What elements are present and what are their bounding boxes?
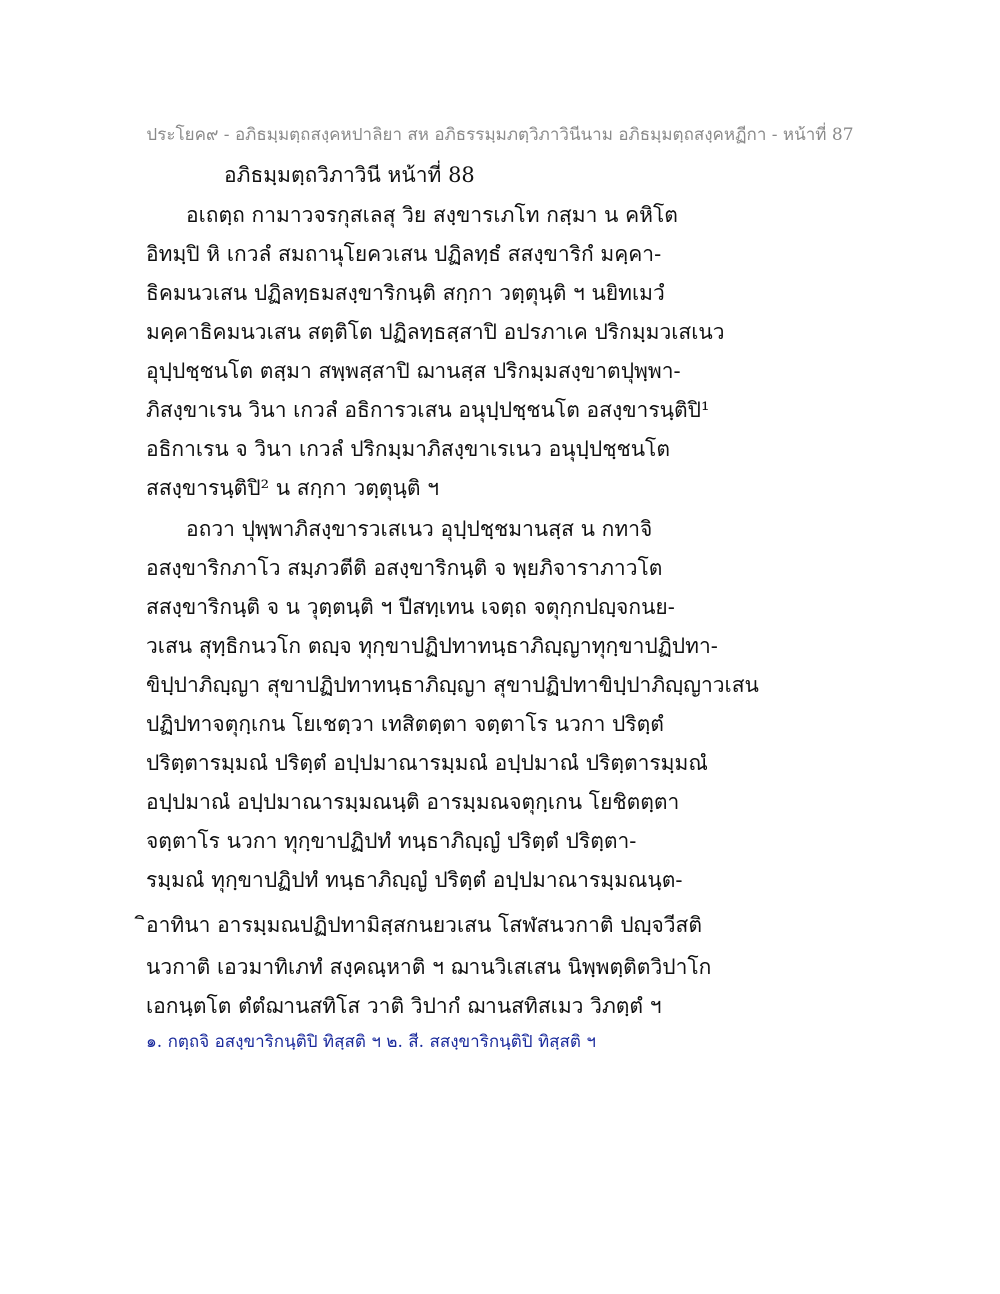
paragraph-1-line-2: อิทมฺปิ หิ เกวลํ สมถานุโยควเสน ปฏิลทฺธํ สสงฺขาริกํ มคฺคา-: [146, 242, 662, 266]
paragraph-1-line-4: มคฺคาธิคมนวเสน สตฺติโต ปฏิลทฺธสฺสาปิ อปรภาเค ปริกมฺมวเสเนว: [146, 320, 725, 344]
paragraph-2-line-9: จตฺตาโร นวกา ทุกฺขาปฏิปทํ ทนฺธาภิญฺญํ ปริตฺตํ ปริตฺตา-: [146, 829, 637, 853]
page-heading: อภิธมฺมตฺถวิภาวินี หน้าที่ 88: [224, 163, 475, 187]
paragraph-2-line-11: ิอาทินา อารมฺมณปฏิปทามิสฺสกนยวเสน โสฬสนวกาติ ปญฺจวีสติ: [146, 913, 702, 937]
paragraph-2-line-1: อถวา ปุพฺพาภิสงฺขารวเสเนว อุปฺปชฺชมานสฺส น กทาจิ: [186, 517, 653, 541]
paragraph-2-line-7: ปริตฺตารมฺมณํ ปริตฺตํ อปฺปมาณารมฺมณํ อปฺปมาณํ ปริตฺตารมฺมณํ: [146, 751, 708, 775]
paragraph-1-line-6: ภิสงฺขาเรน วินา เกวลํ อธิการวเสน อนุปฺปชฺชนโต อสงฺขารนฺติปิ¹: [146, 398, 710, 422]
paragraph-2-line-6: ปฏิปทาจตุกฺเกน โยเชตฺวา เทสิตตฺตา จตฺตาโร นวกา ปริตฺตํ: [146, 712, 664, 736]
paragraph-1-line-7: อธิกาเรน จ วินา เกวลํ ปริกมฺมาภิสงฺขาเรเนว อนุปฺปชฺชนโต: [146, 437, 670, 461]
paragraph-2-line-3: สสงฺขาริกนฺติ จ น วุตฺตนฺติ ฯ ปีสทฺเทน เจตฺถ จตุกฺกปญฺจกนย-: [146, 595, 675, 619]
paragraph-2-line-2: อสงฺขาริกภาโว สมฺภวตีติ อสงฺขาริกนฺติ จ พฺยภิจาราภาวโต: [146, 556, 663, 580]
footnote: ๑. กตฺถจิ อสงฺขาริกนฺติปิ ทิสฺสติ ฯ ๒. สี. สสงฺขาริกนฺติปิ ทิสฺสติ ฯ: [146, 1032, 596, 1052]
paragraph-1-line-8: สสงฺขารนฺติปิ² น สกฺกา วตฺตุนฺติ ฯ: [146, 476, 440, 500]
paragraph-2-line-13: เอกนฺตโต ตํตํฌานสทิโส วาติ วิปากํ ฌานสทิสเมว วิภตฺตํ ฯ: [146, 994, 662, 1018]
paragraph-2-line-4: วเสน สุทฺธิกนวโก ตญฺจ ทุกฺขาปฏิปทาทนฺธาภิญฺญาทุกฺขาปฏิปทา-: [146, 634, 718, 658]
paragraph-1-line-1: อเถตฺถ กามาวจรกุสเลสุ วิย สงฺขารเภโท กสฺมา น คหิโต: [186, 203, 678, 227]
paragraph-2-line-5: ขิปฺปาภิญฺญา สุขาปฏิปทาทนฺธาภิญฺญา สุขาปฏิปทาขิปฺปาภิญฺญาวเสน: [146, 673, 759, 697]
paragraph-2-line-8: อปฺปมาณํ อปฺปมาณารมฺมณนฺติ อารมฺมณจตุกฺเกน โยชิตตฺตา: [146, 790, 680, 814]
paragraph-2-line-12: นวกาติ เอวมาทิเภทํ สงฺคณฺหาติ ฯ ฌานวิเสเสน นิพฺพตฺติตวิปาโก: [146, 955, 712, 979]
running-header: ประโยค๙ - อภิธมฺมตฺถสงฺคหปาลิยา สห อภิธรรมฺมภตฺวิภาวินีนาม อภิธมฺมตฺถสงฺคหฏีกา - หน้าที่ 87: [146, 125, 854, 145]
paragraph-2-line-10: รมฺมณํ ทุกฺขาปฏิปทํ ทนฺธาภิญฺญํ ปริตฺตํ อปฺปมาณารมฺมณนฺต-: [146, 868, 683, 892]
paragraph-1-line-3: ธิคมนวเสน ปฏิลทฺธมสงฺขาริกนฺติ สกฺกา วตฺตุนฺติ ฯ นยิทเมวํ: [146, 281, 665, 305]
paragraph-1-line-5: อุปฺปชฺชนโต ตสฺมา สพฺพสฺสาปิ ฌานสฺส ปริกมฺมสงฺขาตปุพฺพา-: [146, 359, 681, 383]
